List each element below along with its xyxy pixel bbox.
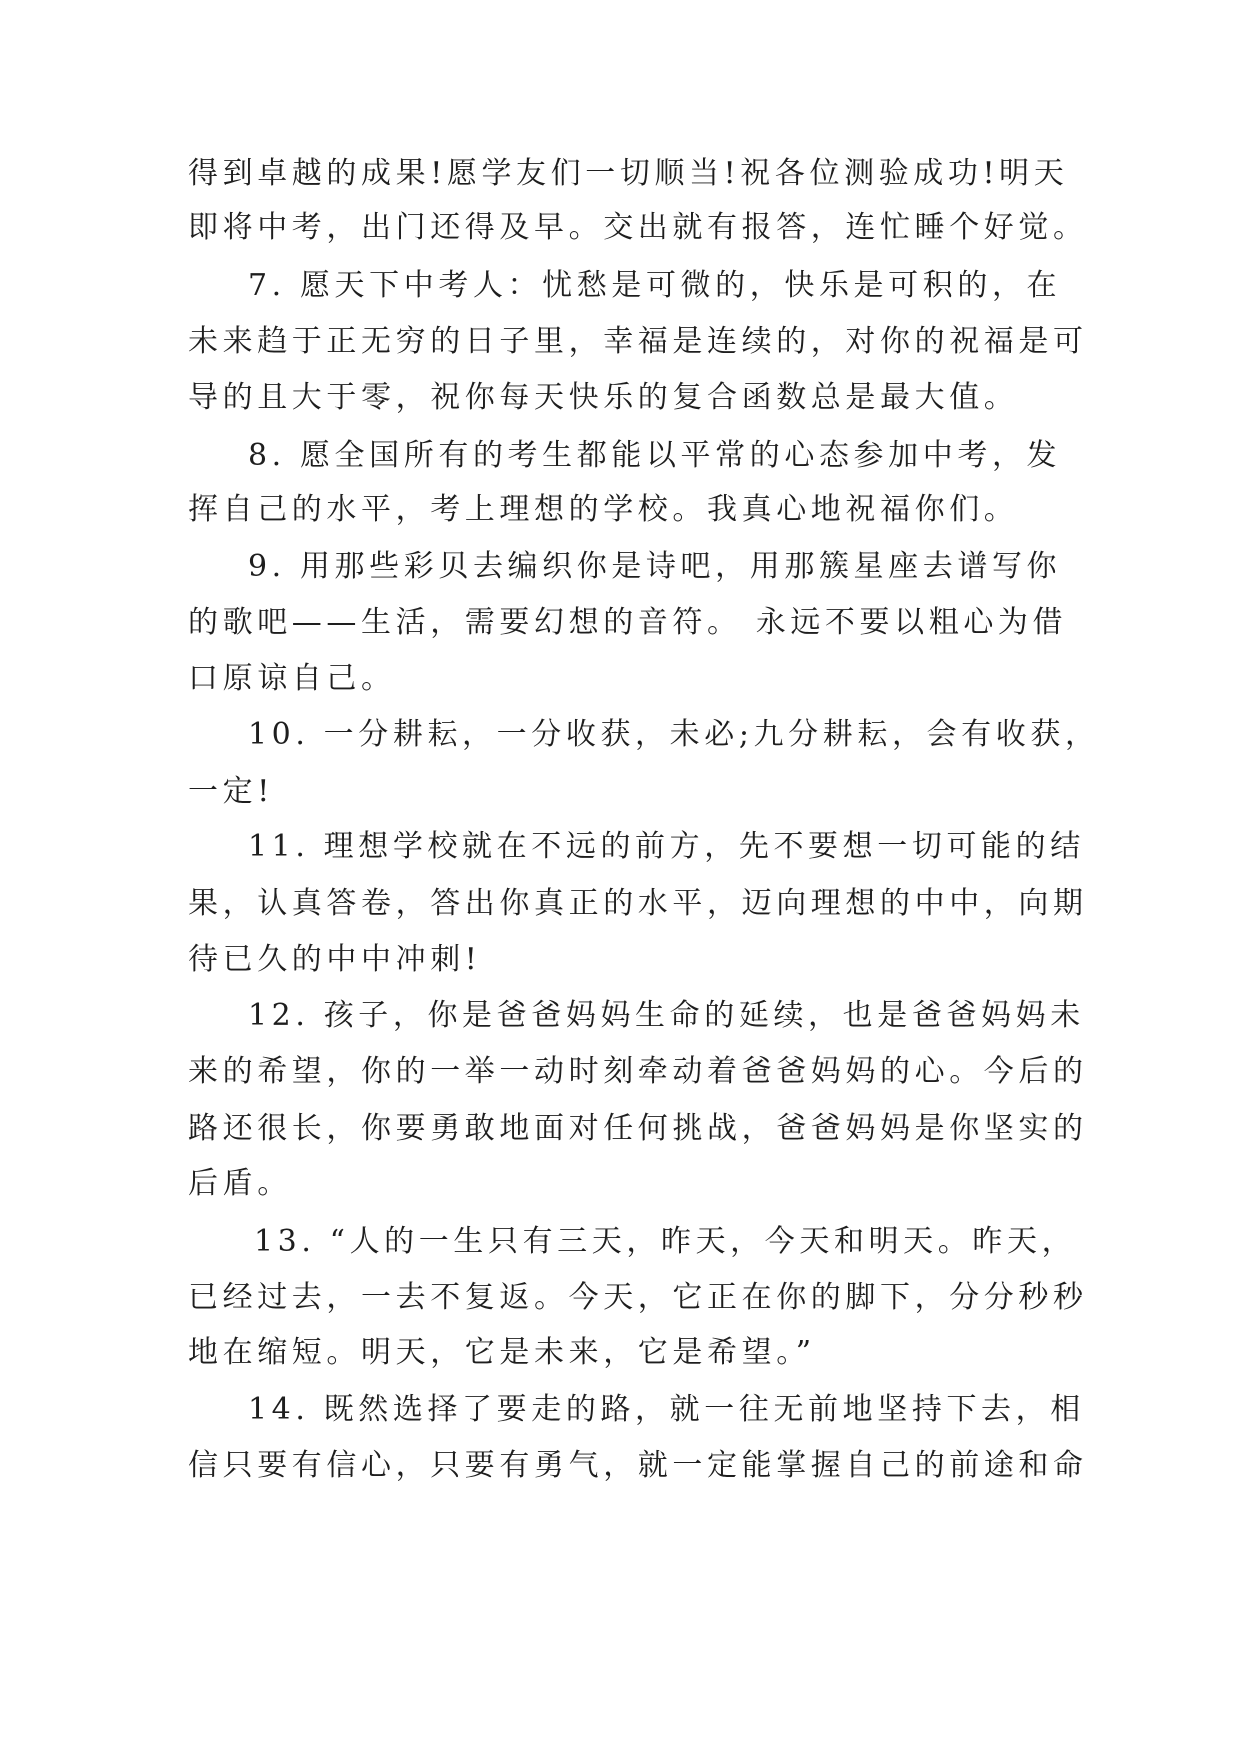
list-item-13: 13. “人的一生只有三天，昨天，今天和明天。昨天， (254, 1224, 1077, 1259)
text-line: 已经过去，一去不复返。今天，它正在你的脚下，分分秒秒 (188, 1280, 1088, 1315)
text-line: 的歌吧——生活，需要幻想的音符。 永远不要以粗心为借 (188, 605, 1068, 640)
list-item-9: 9. 用那些彩贝去编织你是诗吧，用那簇星座去谱写你 (248, 549, 1062, 584)
list-item-8: 8. 愿全国所有的考生都能以平常的心态参加中考，发 (248, 438, 1062, 473)
text-line: 即将中考，出门还得及早。交出就有报答，连忙睡个好觉。 (188, 210, 1088, 245)
text-line: 来的希望，你的一举一动时刻牵动着爸爸妈妈的心。今后的 (188, 1054, 1088, 1089)
text-line: 挥自己的水平，考上理想的学校。我真心地祝福你们。 (188, 492, 1019, 527)
text-line: 后盾。 (188, 1166, 292, 1201)
text-line: 待已久的中中冲刺! (188, 942, 482, 977)
list-item-14: 14. 既然选择了要走的路，就一往无前地坚持下去，相 (248, 1392, 1085, 1427)
text-line: 未来趋于正无穷的日子里，幸福是连续的，对你的祝福是可 (188, 324, 1088, 359)
list-item-12: 12. 孩子，你是爸爸妈妈生命的延续，也是爸爸妈妈未 (248, 998, 1085, 1033)
list-item-11: 11. 理想学校就在不远的前方，先不要想一切可能的结 (248, 829, 1085, 864)
text-line: 口原谅自己。 (188, 661, 396, 696)
text-line: 果，认真答卷，答出你真正的水平，迈向理想的中中，向期 (188, 886, 1088, 921)
text-line: 信只要有信心，只要有勇气，就一定能掌握自己的前途和命 (188, 1448, 1088, 1483)
text-line: 地在缩短。明天，它是未来，它是希望。” (188, 1335, 816, 1370)
text-line: 得到卓越的成果!愿学友们一切顺当!祝各位测验成功!明天 (188, 156, 1069, 191)
list-item-7: 7. 愿天下中考人：忧愁是可微的，快乐是可积的，在 (248, 268, 1062, 303)
text-line: 一定! (188, 774, 274, 809)
text-line: 导的且大于零，祝你每天快乐的复合函数总是最大值。 (188, 380, 1019, 415)
text-line: 路还很长，你要勇敢地面对任何挑战，爸爸妈妈是你坚实的 (188, 1111, 1088, 1146)
list-item-10: 10. 一分耕耘，一分收获，未必;九分耕耘，会有收获， (248, 717, 1100, 752)
